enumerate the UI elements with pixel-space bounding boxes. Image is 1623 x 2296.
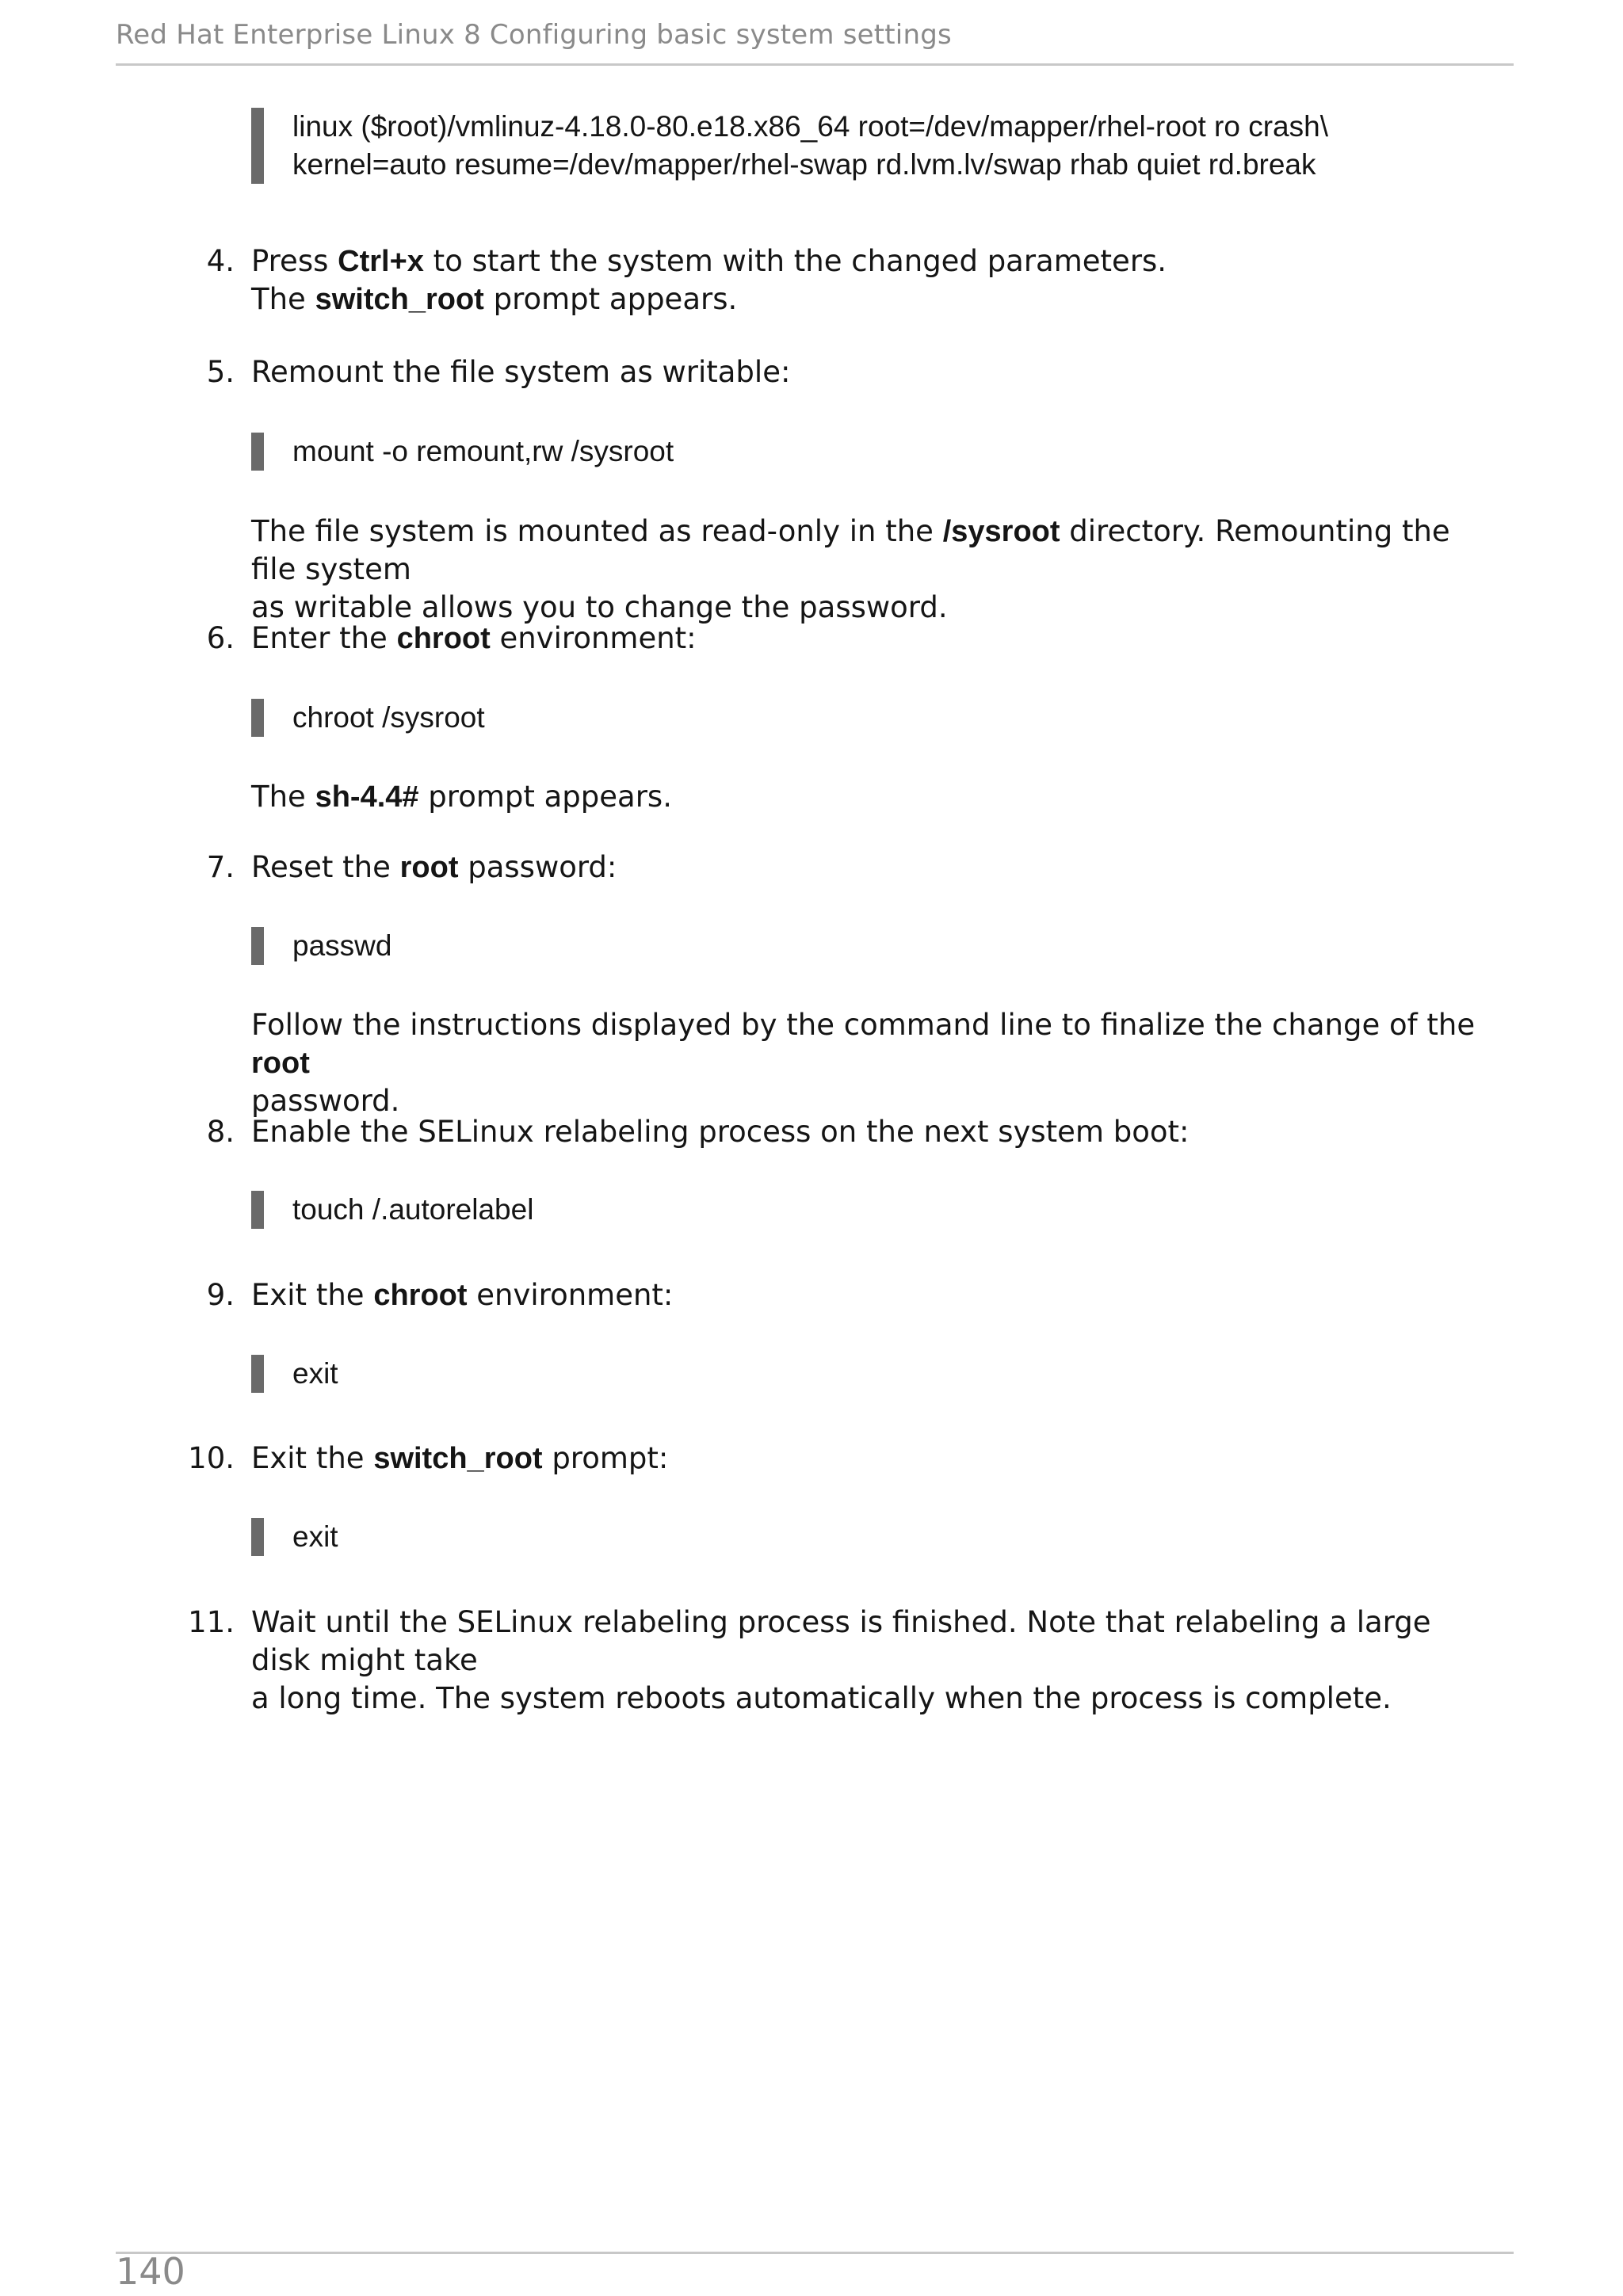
code-block-exit-chroot (251, 1355, 338, 1393)
step-6-explanation (251, 778, 1503, 816)
code-block-remount (251, 433, 674, 471)
code-line: touch /.autorelabel (292, 1193, 534, 1226)
header-title: Red Hat Enterprise Linux 8 Configuring basic system settings (116, 19, 952, 51)
page-number: 140 (116, 2250, 185, 2293)
step-number: 9. (206, 1278, 235, 1312)
step-number: 7. (206, 850, 235, 884)
code-block-passwd (251, 927, 391, 965)
step-line (251, 280, 1487, 318)
code-block-chroot (251, 699, 485, 737)
step-text: Enable the SELinux relabeling process on the next system boot: (251, 1115, 1190, 1149)
text-run: prompt appears. (483, 282, 738, 316)
step-line (251, 242, 1487, 280)
step-number: 5. (206, 355, 235, 389)
text-run: directory. Remounting the file system (251, 514, 1450, 586)
bold-term: sh-4.4# (315, 780, 419, 814)
step-text (251, 1440, 1487, 1478)
page-header (116, 14, 1514, 66)
text-run: Reset the (251, 850, 400, 884)
code-block-autorelabel (251, 1191, 533, 1229)
bold-term: /sysroot (942, 515, 1060, 548)
text-run: Follow the instructions displayed by the command line to finalize the change of the (251, 1008, 1476, 1042)
step-number: 6. (206, 621, 235, 655)
step-text (251, 1276, 1487, 1314)
step-10 (158, 1440, 1506, 1479)
step-text (251, 1604, 1487, 1718)
step-line: a long time. The system reboots automatically when the process is complete. (251, 1681, 1392, 1715)
step-7-explanation (251, 1006, 1503, 1120)
para-line: as writable allows you to change the password. (251, 590, 948, 624)
para-line (251, 513, 1503, 589)
footer-rule (116, 2252, 1514, 2254)
text-run: The (251, 780, 315, 814)
code-line: linux ($root)/vmlinuz-4.18.0-80.e18.x86_64 root=/dev/mapper/rhel-root ro crash\ (292, 110, 1328, 143)
bold-term: root (251, 1047, 310, 1080)
code-line: mount -o remount,rw /sysroot (292, 435, 674, 467)
text-run: The file system is mounted as read-only in the (251, 514, 943, 548)
step-8 (158, 1113, 1506, 1153)
step-text (251, 849, 1487, 887)
text-run: password: (458, 850, 617, 884)
text-run: Exit the (251, 1278, 374, 1312)
step-6 (158, 620, 1506, 659)
para-line (251, 1006, 1503, 1082)
step-4 (158, 242, 1506, 322)
keyboard-shortcut: Ctrl+x (338, 245, 424, 278)
text-run: Press (251, 244, 338, 278)
text-run: prompt: (542, 1441, 669, 1475)
code-line: exit (292, 1520, 338, 1553)
text-run: prompt appears. (418, 780, 672, 814)
code-block-exit-switch-root (251, 1518, 338, 1556)
text-run: environment: (490, 621, 697, 655)
bold-term: chroot (396, 622, 491, 655)
step-number: 10. (188, 1441, 235, 1475)
text-run: Exit the (251, 1441, 374, 1475)
bold-term: root (399, 851, 459, 884)
step-text (251, 620, 1487, 658)
step-line: Wait until the SELinux relabeling process is finished. Note that relabeling a large disk might take (251, 1605, 1431, 1677)
step-5 (158, 353, 1506, 393)
text-run: Enter the (251, 621, 397, 655)
bold-term: switch_root (315, 283, 484, 316)
step-number: 11. (188, 1605, 235, 1639)
code-line: passwd (292, 929, 392, 962)
step-11 (158, 1604, 1506, 1715)
step-text: Remount the file system as writable: (251, 355, 791, 389)
code-line: exit (292, 1357, 338, 1390)
step-text (251, 242, 1487, 318)
step-number: 8. (206, 1115, 235, 1149)
code-block-kernel-params (251, 108, 1328, 184)
code-line: kernel=auto resume=/dev/mapper/rhel-swap rd.lvm.lv/swap rhab quiet rd.break (292, 148, 1316, 181)
para-line: password. (251, 1084, 400, 1118)
step-7 (158, 849, 1506, 888)
text-run: environment: (467, 1278, 674, 1312)
text-run: The (251, 282, 315, 316)
code-line: chroot /sysroot (292, 701, 485, 734)
text-run: to start the system with the changed parameters. (423, 244, 1167, 278)
step-number: 4. (206, 244, 235, 278)
step-9 (158, 1276, 1506, 1316)
bold-term: switch_root (373, 1442, 543, 1475)
bold-term: chroot (373, 1279, 468, 1312)
step-5-explanation (251, 513, 1503, 627)
